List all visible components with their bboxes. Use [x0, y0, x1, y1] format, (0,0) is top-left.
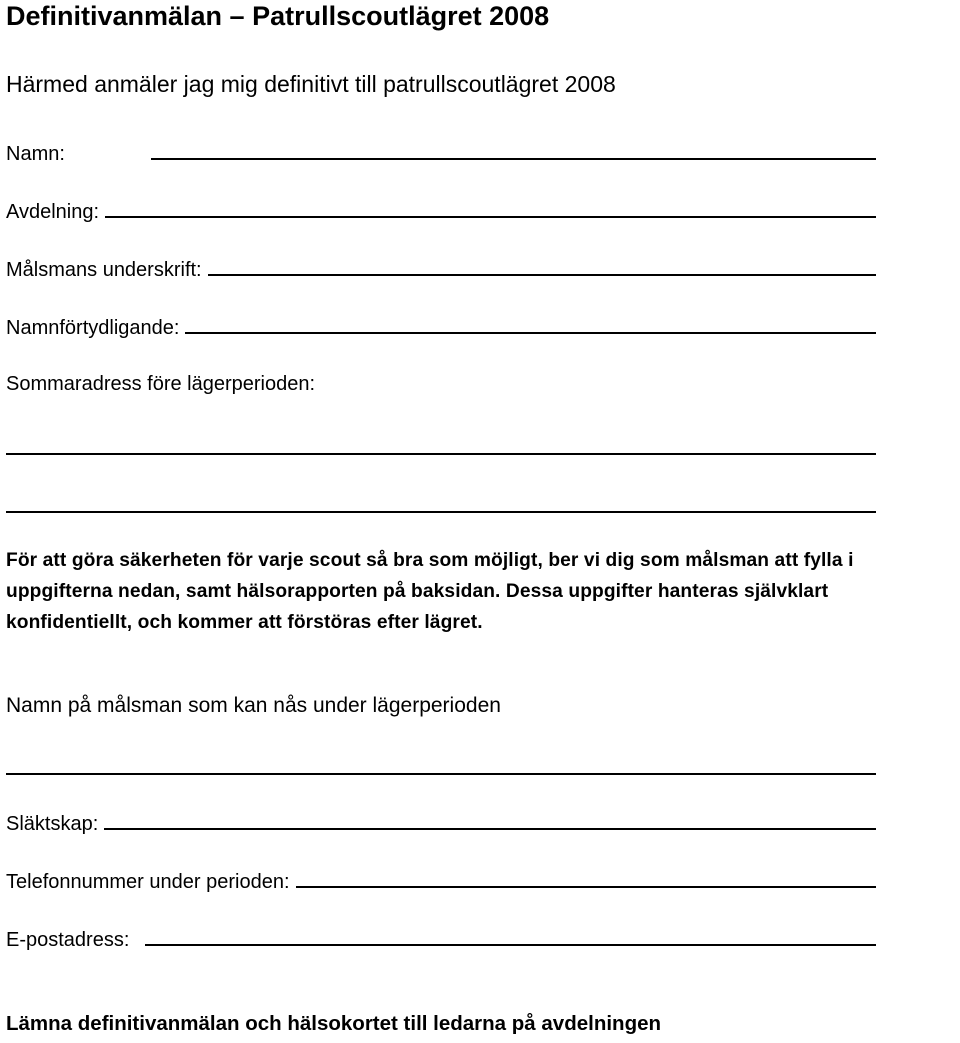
footer-instruction: Lämna definitivanmälan och hälsokortet till ledarna på avdelningen [6, 1012, 662, 1035]
phone-label: Telefonnummer under perioden: [6, 871, 290, 893]
relationship-field [6, 806, 876, 836]
name-clarification-label: Namnförtydligande: [6, 317, 180, 339]
summer-address-line-2[interactable] [6, 511, 876, 513]
page-title: Definitivanmälan – Patrullscoutlägret 2008 [6, 1, 550, 31]
guardian-signature-label: Målsmans underskrift: [6, 259, 202, 281]
guardian-signature-field [6, 252, 876, 282]
guardian-heading: Namn på målsman som kan nås under lägerperioden [6, 694, 501, 717]
name-clarification-field [6, 310, 876, 340]
relationship-label: Släktskap: [6, 813, 99, 835]
email-label: E-postadress: [6, 929, 130, 951]
name-label: Namn: [6, 143, 65, 165]
email-field [6, 922, 876, 952]
phone-input-line[interactable] [296, 885, 876, 888]
summer-address-line-1[interactable] [6, 453, 876, 455]
guardian-name-line[interactable] [6, 773, 876, 775]
summer-address-label: Sommaradress före lägerperioden: [6, 373, 316, 395]
department-input-line[interactable] [105, 215, 876, 218]
privacy-notice: För att göra säkerheten för varje scout så bra som möjligt, ber vi dig som målsman att fylla i uppgifterna nedan, samt hälsorapporten på baksidan. Dessa uppgifter hanteras självklart konfidentiellt, och kommer att förstöras efter lägret. [6, 550, 854, 633]
phone-field [6, 864, 876, 894]
name-clarification-input-line[interactable] [185, 331, 876, 334]
relationship-input-line[interactable] [104, 827, 876, 830]
department-field [6, 194, 876, 224]
intro-text: Härmed anmäler jag mig definitivt till patrullscoutlägret 2008 [6, 71, 616, 97]
email-input-line[interactable] [145, 943, 876, 946]
guardian-signature-input-line[interactable] [208, 273, 876, 276]
name-input-line[interactable] [151, 157, 876, 160]
name-field [6, 136, 876, 166]
department-label: Avdelning: [6, 201, 100, 223]
